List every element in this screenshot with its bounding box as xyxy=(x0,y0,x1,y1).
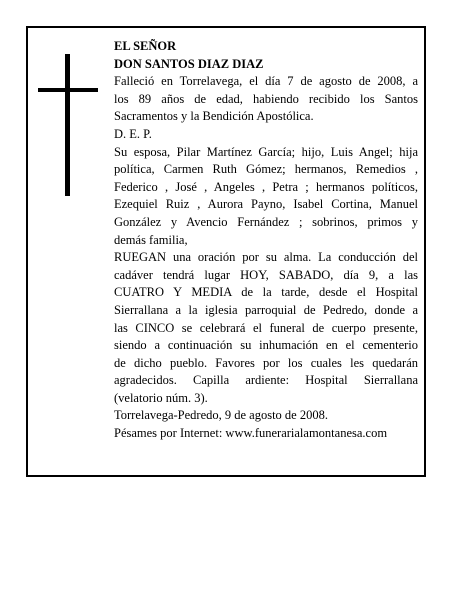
obituary-text xyxy=(114,38,418,443)
place-date-line: Torrelavega-Pedredo, 9 de agosto de 2008. xyxy=(114,408,328,423)
family-line-5: González y Avencio Fernández ; sobrinos, primos y xyxy=(114,214,418,229)
cross-icon xyxy=(38,54,98,196)
internet-condolences-line: Pésames por Internet: www.funerarialamontanesa.com xyxy=(114,426,388,441)
death-line-1: Falleció en Torrelavega, el día 7 de agosto de 2008, a xyxy=(114,74,418,89)
funeral-line-4: Sierrallana a la iglesia parroquial de Pedredo, donde a xyxy=(114,302,418,317)
deceased-name: DON SANTOS DIAZ DIAZ xyxy=(114,56,264,71)
family-line-6: demás familia, xyxy=(114,232,188,247)
family-line-1: Su esposa, Pilar Martínez García; hijo, Luis Angel; hija xyxy=(114,144,418,159)
dep-line: D. E. P. xyxy=(114,126,152,141)
funeral-line-5: las CINCO se celebrará el funeral de cuerpo presente, xyxy=(114,320,418,335)
funeral-line-7: de dicho pueblo. Favores por los cuales les quedarán xyxy=(114,355,418,370)
funeral-line-8: agradecidos. Capilla ardiente: Hospital Sierrallana xyxy=(114,373,418,388)
family-line-3: Federico , José , Angeles , Petra ; hermanos políticos, xyxy=(114,179,418,194)
family-line-4: Ezequiel Ruiz , Aurora Payno, Isabel Cortina, Manuel xyxy=(114,197,418,212)
family-line-2: política, Carmen Ruth Gómez; hermanos, Remedios , xyxy=(114,162,418,177)
funeral-line-3: CUATRO Y MEDIA de la tarde, desde el Hospital xyxy=(114,285,418,300)
cross-vertical-bar xyxy=(65,54,70,196)
death-line-3: Sacramentos y la Bendición Apostólica. xyxy=(114,109,314,124)
funeral-line-1: RUEGAN una oración por su alma. La conducción del xyxy=(114,250,418,265)
funeral-line-2: cadáver tendrá lugar HOY, SABADO, día 9, a las xyxy=(114,267,418,282)
funeral-line-6: siendo a continuación su inhumación en el cementerio xyxy=(114,338,418,353)
funeral-line-9: (velatorio núm. 3). xyxy=(114,390,208,405)
heading: EL SEÑOR xyxy=(114,39,177,53)
death-line-2: los 89 años de edad, habiendo recibido los Santos xyxy=(114,91,418,106)
cross-horizontal-bar xyxy=(38,88,98,92)
